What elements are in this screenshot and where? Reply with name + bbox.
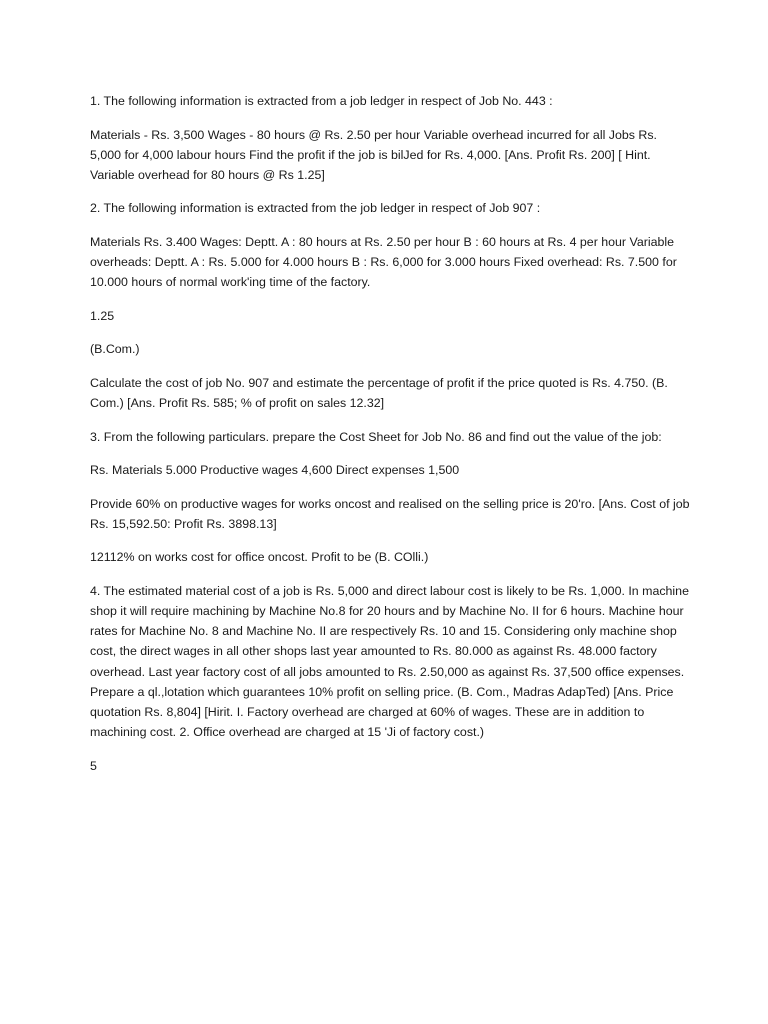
- question-1-heading: 1. The following information is extracted from a job ledger in respect of Job No. 443 :: [90, 94, 553, 108]
- stray-number: 1.25: [90, 308, 115, 323]
- question-1-details: Materials - Rs. 3,500 Wages - 80 hours @ Rs. 2.50 per hour Variable overhead incurred for all Jobs Rs. 5,000 for 4,000 labour hours Find the profit if the job is bilJed for Rs. 4,000. [Ans. Profit Rs. 200] [ Hint. Variable overhead for 80 hours @ Rs 1.25]: [90, 127, 657, 182]
- question-3-particulars: Rs. Materials 5.000 Productive wages 4,600 Direct expenses 1,500: [90, 463, 460, 478]
- question-3-heading: 3. From the following particulars. prepare the Cost Sheet for Job No. 86 and find out the value of the job:: [90, 429, 662, 444]
- document-body: [90, 91, 690, 789]
- question-2-heading: 2. The following information is extracted from the job ledger in respect of Job 907 :: [90, 201, 541, 216]
- question-3-note: 12112% on works cost for office oncost. Profit to be (B. COlli.): [90, 550, 429, 565]
- page-number: 5: [90, 758, 97, 773]
- question-2-details: Materials Rs. 3.400 Wages: Deptt. A : 80 hours at Rs. 2.50 per hour B : 60 hours at Rs. 4 per hour Variable overheads: Deptt. A : Rs. 5.000 for 4.000 hours B : Rs. 6,000 for 3.000 hours Fixed overhead: Rs. 7.500 for 10.000 hours of normal work'ing time of the factory.: [90, 234, 677, 290]
- source-note: (B.Com.): [90, 342, 140, 357]
- question-2-task: Calculate the cost of job No. 907 and estimate the percentage of profit if the price quoted is Rs. 4.750. (B. Com.) [Ans. Profit Rs. 585; % of profit on sales 12.32]: [90, 375, 668, 411]
- question-3-provision: Provide 60% on productive wages for works oncost and realised on the selling price is 20'ro. [Ans. Cost of job Rs. 15,592.50: Profit Rs. 3898.13]: [90, 496, 690, 531]
- question-4: 4. The estimated material cost of a job is Rs. 5,000 and direct labour cost is likely to be Rs. 1,000. In machine shop it will require machining by Machine No.8 for 20 hours and by Machine No. II for 6 hours. Machine hour rates for Machine No. 8 and Machine No. II are respectively Rs. 10 and 15. Considering only machine shop cost, the direct wages in all other shops last year amounted to Rs. 80.000 as against Rs. 48.000 factory overhead. Last year factory cost of all jobs amounted to Rs. 2.50,000 as against Rs. 37,500 office expenses. Prepare a ql.,lotation which guarantees 10% profit on selling price. (B. Com., Madras AdapTed) [Ans. Price quotation Rs. 8,804] [Hirit. I. Factory overhead are charged at 60% of wages. These are in addition to machining cost. 2. Office overhead are charged at 15 'Ji of factory cost.): [90, 583, 689, 740]
